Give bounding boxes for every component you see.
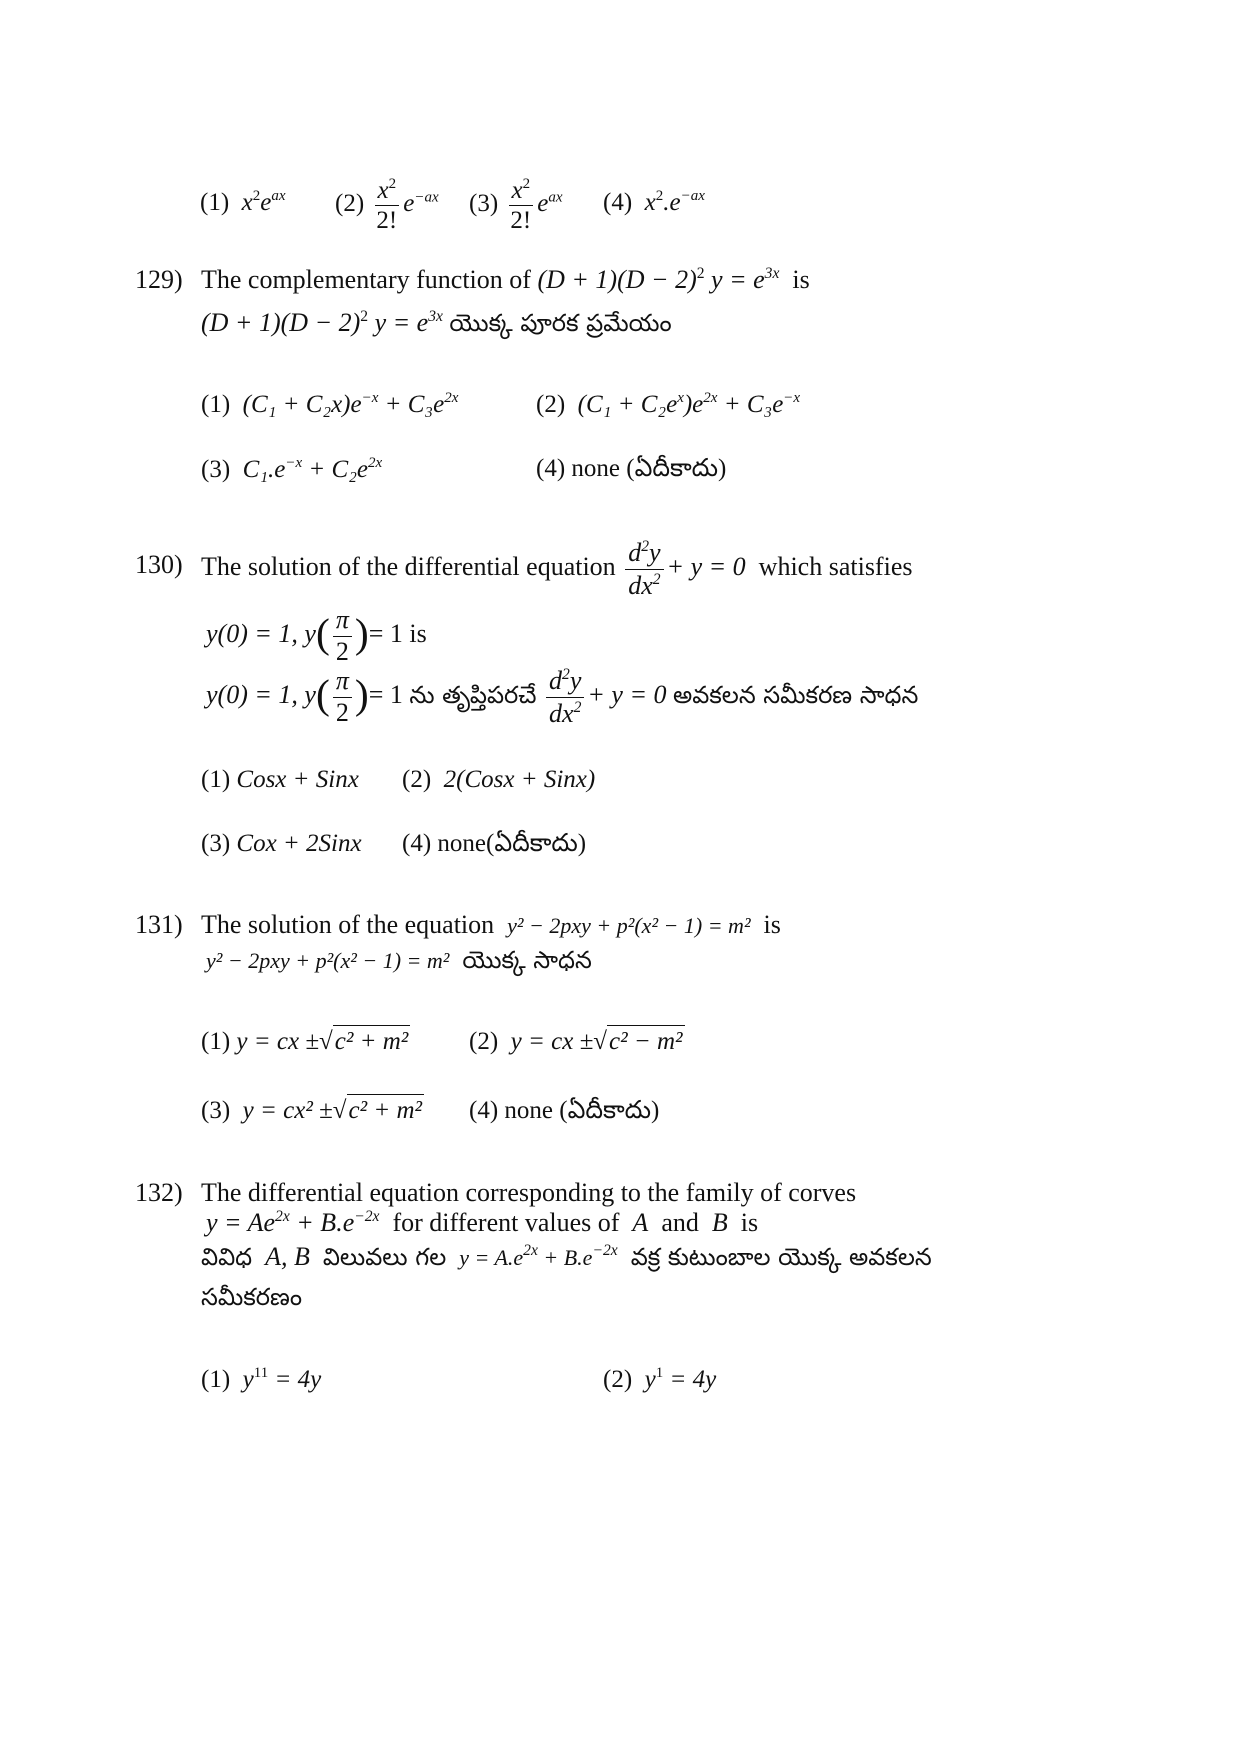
q130-question-te: y(0) = 1, y( $\frac{\pi}{2}$ )= 1 ను తృప్తిపరచే $\frac{d^2y}{dx^2}$ + y = 0 అవకలన సమీకరణ సాధన (206, 666, 919, 728)
q130-option-2: (2) 2(Cosx + Sinx) (402, 766, 596, 793)
q130-option-1: (1) Cosx + Sinx (201, 766, 359, 793)
q130-option-3: (3) Cox + 2Sinx (201, 830, 362, 857)
q130-option-4: (4) none(ఏదీకాదు) (402, 830, 587, 857)
q129-number: 129) (135, 265, 183, 294)
q129-question-en: The complementary function of $(D + 1)(D - 2)^2$ $y = e^{3x}$ is (201, 265, 810, 295)
q132-question-line2: $y = Ae^{2x} + B.e^{-2x}$ for different values of A and B is (206, 1208, 759, 1238)
q132-question-te-line2: సమీకరణం (201, 1283, 302, 1311)
q131-option-1: (1) y = cx ±√c² + m² (201, 1028, 410, 1056)
q128-option-2: (2) $\frac{x^2}{2!}$ $e^{-ax}$ (335, 176, 439, 235)
q130-condition: y(0) = 1, y( $\frac{\pi}{2}$ )= 1 is (206, 605, 427, 666)
q129-option-2: (2) $(C_1 + C_2e^x)e^{2x} + C_3e^{-x}$ (536, 390, 801, 418)
q131-question-en: The solution of the equation y² − 2pxy + p²(x² − 1) = m² is (201, 910, 781, 939)
q132-question-line1: The differential equation corresponding to the family of corves (201, 1178, 857, 1207)
q129-question-te: $(D + 1)(D - 2)^2$ $y = e^{3x}$ యొక్క పూరక ప్రమేయం (201, 308, 672, 338)
q128-option-3: (3) $\frac{x^2}{2!}$ $e^{ax}$ (469, 176, 563, 235)
q129-option-4: (4) none (ఏదీకాదు) (536, 455, 727, 482)
q128-option-4: (4) $x^2.e^{-ax}$ (603, 188, 705, 216)
q129-option-1: (1) $(C_1 + C_2x)e^{-x} + C_3e^{2x}$ (201, 390, 459, 418)
q131-number: 131) (135, 910, 183, 939)
q131-option-2: (2) y = cx ±√c² − m² (469, 1028, 685, 1056)
q132-option-1: (1) $y^{11} = 4y$ (201, 1365, 322, 1393)
q130-question-en: The solution of the differential equation $\frac{d^2y}{dx^2}$ + y = 0 which satisfies (201, 538, 913, 600)
q132-number: 132) (135, 1178, 183, 1207)
q131-question-te: y² − 2pxy + p²(x² − 1) = m² యొక్క సాధన (206, 946, 592, 974)
q129-option-3: (3) $C_1.e^{-x} + C_2e^{2x}$ (201, 455, 383, 483)
q130-number: 130) (135, 550, 183, 579)
q132-option-2: (2) $y^1 = 4y$ (603, 1365, 717, 1393)
q128-option-1: (1) $x^2e^{ax}$ (200, 188, 286, 216)
q131-option-4: (4) none (ఏదీకాదు) (469, 1097, 660, 1124)
q131-option-3: (3) y = cx² ±√c² + m² (201, 1097, 424, 1125)
q132-question-te-line1: వివిధ A, B విలువలు గల $y = A.e^{2x} + B.e^{-2x}$ వక్ర కుటుంబాల యొక్క అవకలన (201, 1242, 932, 1272)
